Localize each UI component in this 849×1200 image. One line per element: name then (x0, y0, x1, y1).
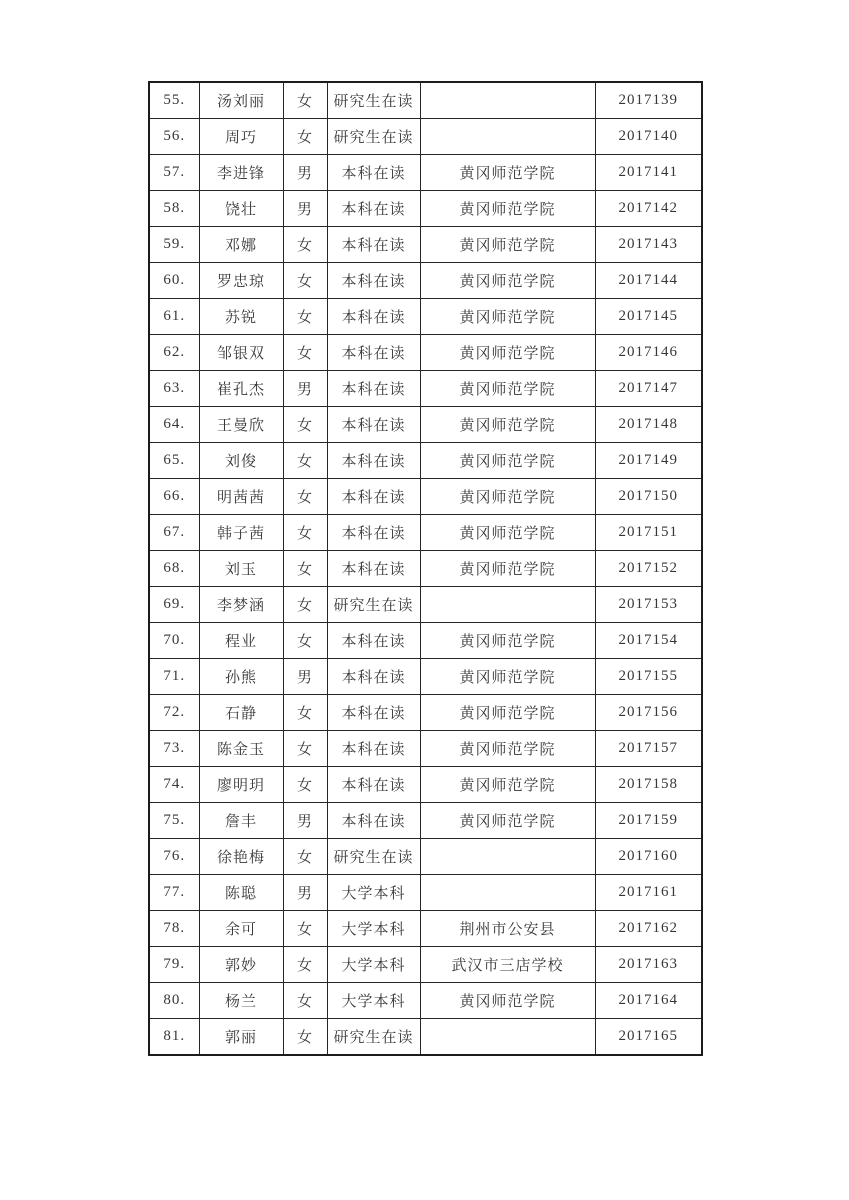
student-gender: 男 (283, 155, 327, 191)
student-name: 崔孔杰 (199, 371, 283, 407)
student-name: 郭丽 (199, 1019, 283, 1056)
student-id-number: 2017152 (595, 551, 702, 587)
student-gender: 女 (283, 119, 327, 155)
school-name: 荆州市公安县 (420, 911, 595, 947)
student-id-number: 2017140 (595, 119, 702, 155)
student-id-number: 2017147 (595, 371, 702, 407)
student-id-number: 2017161 (595, 875, 702, 911)
education-status: 本科在读 (327, 191, 420, 227)
education-status: 本科在读 (327, 371, 420, 407)
education-status: 研究生在读 (327, 82, 420, 119)
row-number: 70. (149, 623, 199, 659)
student-gender: 女 (283, 983, 327, 1019)
row-number: 61. (149, 299, 199, 335)
table-row (149, 587, 702, 623)
row-number: 78. (149, 911, 199, 947)
table-row (149, 875, 702, 911)
education-status: 本科在读 (327, 263, 420, 299)
student-id-number: 2017162 (595, 911, 702, 947)
student-id-number: 2017143 (595, 227, 702, 263)
table-row (149, 515, 702, 551)
school-name (420, 119, 595, 155)
student-gender: 男 (283, 371, 327, 407)
row-number: 71. (149, 659, 199, 695)
student-name: 刘俊 (199, 443, 283, 479)
student-id-number: 2017151 (595, 515, 702, 551)
student-name: 郭妙 (199, 947, 283, 983)
student-name: 李进锋 (199, 155, 283, 191)
student-gender: 女 (283, 911, 327, 947)
education-status: 本科在读 (327, 623, 420, 659)
school-name: 武汉市三店学校 (420, 947, 595, 983)
student-id-number: 2017158 (595, 767, 702, 803)
row-number: 67. (149, 515, 199, 551)
education-status: 研究生在读 (327, 119, 420, 155)
row-number: 60. (149, 263, 199, 299)
student-gender: 女 (283, 731, 327, 767)
student-id-number: 2017165 (595, 1019, 702, 1056)
student-id-number: 2017144 (595, 263, 702, 299)
table-row (149, 731, 702, 767)
student-id-number: 2017153 (595, 587, 702, 623)
row-number: 69. (149, 587, 199, 623)
student-id-number: 2017160 (595, 839, 702, 875)
school-name: 黄冈师范学院 (420, 227, 595, 263)
row-number: 77. (149, 875, 199, 911)
row-number: 76. (149, 839, 199, 875)
education-status: 本科在读 (327, 767, 420, 803)
education-status: 大学本科 (327, 947, 420, 983)
row-number: 64. (149, 407, 199, 443)
table-row (149, 263, 702, 299)
education-status: 研究生在读 (327, 1019, 420, 1056)
education-status: 本科在读 (327, 659, 420, 695)
student-gender: 女 (283, 479, 327, 515)
student-id-number: 2017155 (595, 659, 702, 695)
student-name: 陈聪 (199, 875, 283, 911)
table-row (149, 1019, 702, 1056)
school-name: 黄冈师范学院 (420, 659, 595, 695)
row-number: 79. (149, 947, 199, 983)
student-id-number: 2017141 (595, 155, 702, 191)
school-name: 黄冈师范学院 (420, 695, 595, 731)
student-gender: 女 (283, 839, 327, 875)
table-row (149, 695, 702, 731)
row-number: 58. (149, 191, 199, 227)
student-gender: 女 (283, 299, 327, 335)
student-gender: 女 (283, 227, 327, 263)
school-name: 黄冈师范学院 (420, 155, 595, 191)
student-id-number: 2017148 (595, 407, 702, 443)
student-id-number: 2017149 (595, 443, 702, 479)
student-name: 刘玉 (199, 551, 283, 587)
student-gender: 男 (283, 875, 327, 911)
student-gender: 女 (283, 515, 327, 551)
student-name: 廖明玥 (199, 767, 283, 803)
student-name: 石静 (199, 695, 283, 731)
education-status: 大学本科 (327, 875, 420, 911)
education-status: 大学本科 (327, 983, 420, 1019)
student-name: 明茜茜 (199, 479, 283, 515)
education-status: 本科在读 (327, 407, 420, 443)
school-name: 黄冈师范学院 (420, 299, 595, 335)
student-id-number: 2017142 (595, 191, 702, 227)
student-name: 陈金玉 (199, 731, 283, 767)
row-number: 65. (149, 443, 199, 479)
school-name (420, 839, 595, 875)
student-name: 王曼欣 (199, 407, 283, 443)
student-gender: 女 (283, 335, 327, 371)
student-id-number: 2017163 (595, 947, 702, 983)
school-name: 黄冈师范学院 (420, 551, 595, 587)
student-name: 杨兰 (199, 983, 283, 1019)
education-status: 本科在读 (327, 335, 420, 371)
student-name: 邹银双 (199, 335, 283, 371)
education-status: 本科在读 (327, 443, 420, 479)
education-status: 研究生在读 (327, 587, 420, 623)
student-name: 韩子茜 (199, 515, 283, 551)
school-name: 黄冈师范学院 (420, 767, 595, 803)
student-id-number: 2017159 (595, 803, 702, 839)
student-id-number: 2017145 (595, 299, 702, 335)
row-number: 81. (149, 1019, 199, 1056)
school-name (420, 1019, 595, 1056)
education-status: 本科在读 (327, 155, 420, 191)
student-name: 詹丰 (199, 803, 283, 839)
student-id-number: 2017139 (595, 82, 702, 119)
education-status: 本科在读 (327, 551, 420, 587)
table-row (149, 82, 702, 119)
row-number: 62. (149, 335, 199, 371)
table-row (149, 947, 702, 983)
table-row (149, 479, 702, 515)
student-gender: 女 (283, 1019, 327, 1056)
row-number: 59. (149, 227, 199, 263)
school-name (420, 82, 595, 119)
row-number: 56. (149, 119, 199, 155)
school-name (420, 587, 595, 623)
student-gender: 男 (283, 803, 327, 839)
table-row (149, 803, 702, 839)
student-gender: 女 (283, 443, 327, 479)
table-row (149, 623, 702, 659)
table-row (149, 659, 702, 695)
table-row (149, 227, 702, 263)
school-name: 黄冈师范学院 (420, 731, 595, 767)
row-number: 73. (149, 731, 199, 767)
student-gender: 女 (283, 263, 327, 299)
table-row (149, 767, 702, 803)
student-id-number: 2017154 (595, 623, 702, 659)
student-gender: 女 (283, 767, 327, 803)
school-name: 黄冈师范学院 (420, 407, 595, 443)
student-gender: 女 (283, 947, 327, 983)
student-gender: 男 (283, 191, 327, 227)
school-name: 黄冈师范学院 (420, 479, 595, 515)
student-gender: 女 (283, 407, 327, 443)
student-name: 徐艳梅 (199, 839, 283, 875)
student-gender: 女 (283, 587, 327, 623)
student-id-number: 2017150 (595, 479, 702, 515)
school-name: 黄冈师范学院 (420, 623, 595, 659)
row-number: 74. (149, 767, 199, 803)
row-number: 55. (149, 82, 199, 119)
school-name: 黄冈师范学院 (420, 515, 595, 551)
student-name: 李梦涵 (199, 587, 283, 623)
education-status: 本科在读 (327, 479, 420, 515)
school-name: 黄冈师范学院 (420, 443, 595, 479)
student-name: 孙熊 (199, 659, 283, 695)
student-name: 罗忠琼 (199, 263, 283, 299)
table-row (149, 155, 702, 191)
student-id-number: 2017164 (595, 983, 702, 1019)
student-name: 饶壮 (199, 191, 283, 227)
row-number: 57. (149, 155, 199, 191)
table-row (149, 839, 702, 875)
student-name: 程业 (199, 623, 283, 659)
student-gender: 女 (283, 551, 327, 587)
table-row (149, 191, 702, 227)
table-row (149, 983, 702, 1019)
school-name (420, 875, 595, 911)
education-status: 本科在读 (327, 731, 420, 767)
school-name: 黄冈师范学院 (420, 371, 595, 407)
student-gender: 女 (283, 695, 327, 731)
table-row (149, 119, 702, 155)
table-row (149, 551, 702, 587)
table-row (149, 407, 702, 443)
school-name: 黄冈师范学院 (420, 335, 595, 371)
student-name: 余可 (199, 911, 283, 947)
student-gender: 女 (283, 623, 327, 659)
table-row (149, 911, 702, 947)
table-row (149, 335, 702, 371)
education-status: 本科在读 (327, 515, 420, 551)
row-number: 72. (149, 695, 199, 731)
row-number: 63. (149, 371, 199, 407)
student-id-number: 2017156 (595, 695, 702, 731)
school-name: 黄冈师范学院 (420, 983, 595, 1019)
row-number: 68. (149, 551, 199, 587)
education-status: 大学本科 (327, 911, 420, 947)
student-id-number: 2017157 (595, 731, 702, 767)
row-number: 80. (149, 983, 199, 1019)
roster-table-body (149, 82, 702, 1055)
student-name: 周巧 (199, 119, 283, 155)
education-status: 研究生在读 (327, 839, 420, 875)
student-name: 汤刘丽 (199, 82, 283, 119)
education-status: 本科在读 (327, 227, 420, 263)
table-row (149, 443, 702, 479)
table-row (149, 299, 702, 335)
student-name: 苏锐 (199, 299, 283, 335)
student-gender: 男 (283, 659, 327, 695)
table-row (149, 371, 702, 407)
student-name: 邓娜 (199, 227, 283, 263)
education-status: 本科在读 (327, 695, 420, 731)
student-roster-table (148, 81, 703, 1056)
education-status: 本科在读 (327, 299, 420, 335)
education-status: 本科在读 (327, 803, 420, 839)
student-gender: 女 (283, 82, 327, 119)
school-name: 黄冈师范学院 (420, 191, 595, 227)
row-number: 75. (149, 803, 199, 839)
school-name: 黄冈师范学院 (420, 263, 595, 299)
school-name: 黄冈师范学院 (420, 803, 595, 839)
row-number: 66. (149, 479, 199, 515)
student-id-number: 2017146 (595, 335, 702, 371)
